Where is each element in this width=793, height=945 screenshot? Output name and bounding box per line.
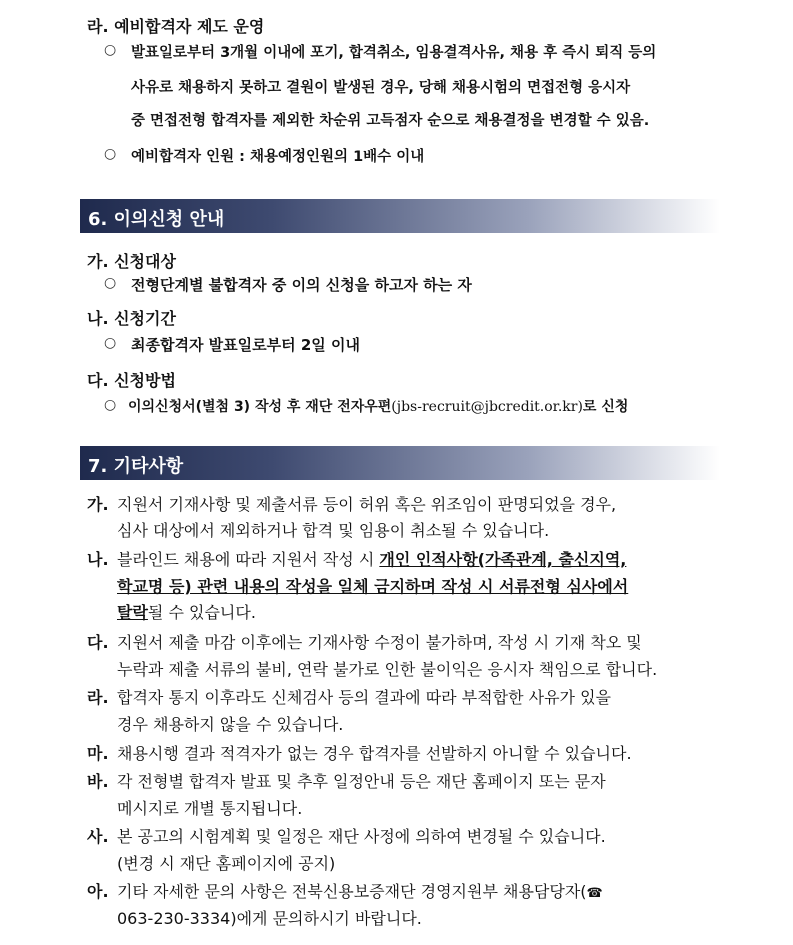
subheading-method: 다. 신청방법: [87, 371, 176, 390]
appeal-period-text: 최종합격자 발표일로부터 2일 이내: [131, 336, 360, 354]
etc-item-a: 아. 기타 자세한 문의 사항은 전북신용보증재단 경영지원부 채용담당자(☎: [87, 882, 603, 901]
appeal-email: (jbs-recruit@jbcredit.or.kr): [391, 399, 583, 415]
etc-item-ma: 마. 채용시행 결과 적격자가 없는 경우 합격자를 선발하지 아니할 수 있습니다.: [87, 744, 632, 763]
subheading-reserve-system: 라. 예비합격자 제도 운영: [87, 17, 265, 36]
bullet-marker: ○: [104, 335, 117, 351]
appeal-target-text: 전형단계별 불합격자 중 이의 신청을 하고자 하는 자: [131, 276, 472, 294]
etc-item-a-cont: 063-230-3334)에게 문의하시기 바랍니다.: [117, 909, 422, 928]
bullet-marker: ○: [104, 146, 117, 162]
etc-item-na-cont: 학교명 등) 관련 내용의 작성을 일체 금지하며 작성 시 서류전형 심사에서: [117, 577, 629, 596]
reserve-text-line-2: 사유로 채용하지 못하고 결원이 발생된 경우, 당해 채용시험의 면접전형 응시자: [131, 80, 631, 96]
etc-item-na: 나. 블라인드 채용에 따라 지원서 작성 시 개인 인적사항(가족관계, 출신지역,: [87, 550, 627, 569]
etc-item-da: 다. 지원서 제출 마감 이후에는 기재사항 수정이 불가하며, 작성 시 기재 착오 및: [87, 633, 642, 652]
bullet-marker: ○: [104, 275, 117, 291]
section-header-bar-appeal: [80, 199, 720, 233]
reserve-count-text: 예비합격자 인원 : 채용예정인원의 1배수 이내: [131, 149, 425, 165]
etc-item-ga-cont: 심사 대상에서 제외하거나 합격 및 임용이 취소될 수 있습니다.: [117, 521, 550, 540]
section-header-bar-etc: [80, 446, 720, 480]
etc-item-sa-cont: (변경 시 재단 홈페이지에 공지): [117, 854, 336, 873]
subheading-period: 나. 신청기간: [87, 309, 176, 328]
etc-item-ra: 라. 합격자 통지 이후라도 신체검사 등의 결과에 따라 부적합한 사유가 있을: [87, 688, 611, 707]
etc-item-sa: 사. 본 공고의 시험계획 및 일정은 재단 사정에 의하여 변경될 수 있습니다.: [87, 827, 606, 846]
bullet-marker: ○: [104, 397, 117, 413]
reserve-text-line-3: 중 면접전형 합격자를 제외한 차순위 고득점자 순으로 채용결정을 변경할 수 있음.: [131, 113, 650, 129]
etc-item-ba: 바. 각 전형별 합격자 발표 및 추후 일정안내 등은 재단 홈페이지 또는 문자: [87, 772, 606, 791]
reserve-text-line-1: 발표일로부터 3개월 이내에 포기, 합격취소, 임용결격사유, 채용 후 즉시 퇴직 등의: [131, 45, 657, 61]
section-title-appeal: 6. 이의신청 안내: [88, 209, 225, 230]
section-title-etc: 7. 기타사항: [88, 456, 184, 477]
bullet-marker: ○: [104, 42, 117, 58]
etc-item-ra-cont: 경우 채용하지 않을 수 있습니다.: [117, 715, 344, 734]
etc-item-na-cont2: 탈락될 수 있습니다.: [117, 603, 256, 622]
etc-item-ba-cont: 메시지로 개별 통지됩니다.: [117, 799, 303, 818]
etc-item-ga: 가. 지원서 기재사항 및 제출서류 등이 허위 혹은 위조임이 판명되었을 경우,: [87, 495, 617, 514]
etc-item-da-cont: 누락과 제출 서류의 불비, 연락 불가로 인한 불이익은 응시자 책임으로 합니다.: [117, 660, 658, 679]
appeal-method-text: 이의신청서(별첨 3) 작성 후 재단 전자우편(jbs-recruit@jbcredit.or.kr)로 신청: [128, 399, 629, 415]
phone-icon: ☎: [586, 886, 603, 901]
subheading-target: 가. 신청대상: [87, 252, 176, 271]
